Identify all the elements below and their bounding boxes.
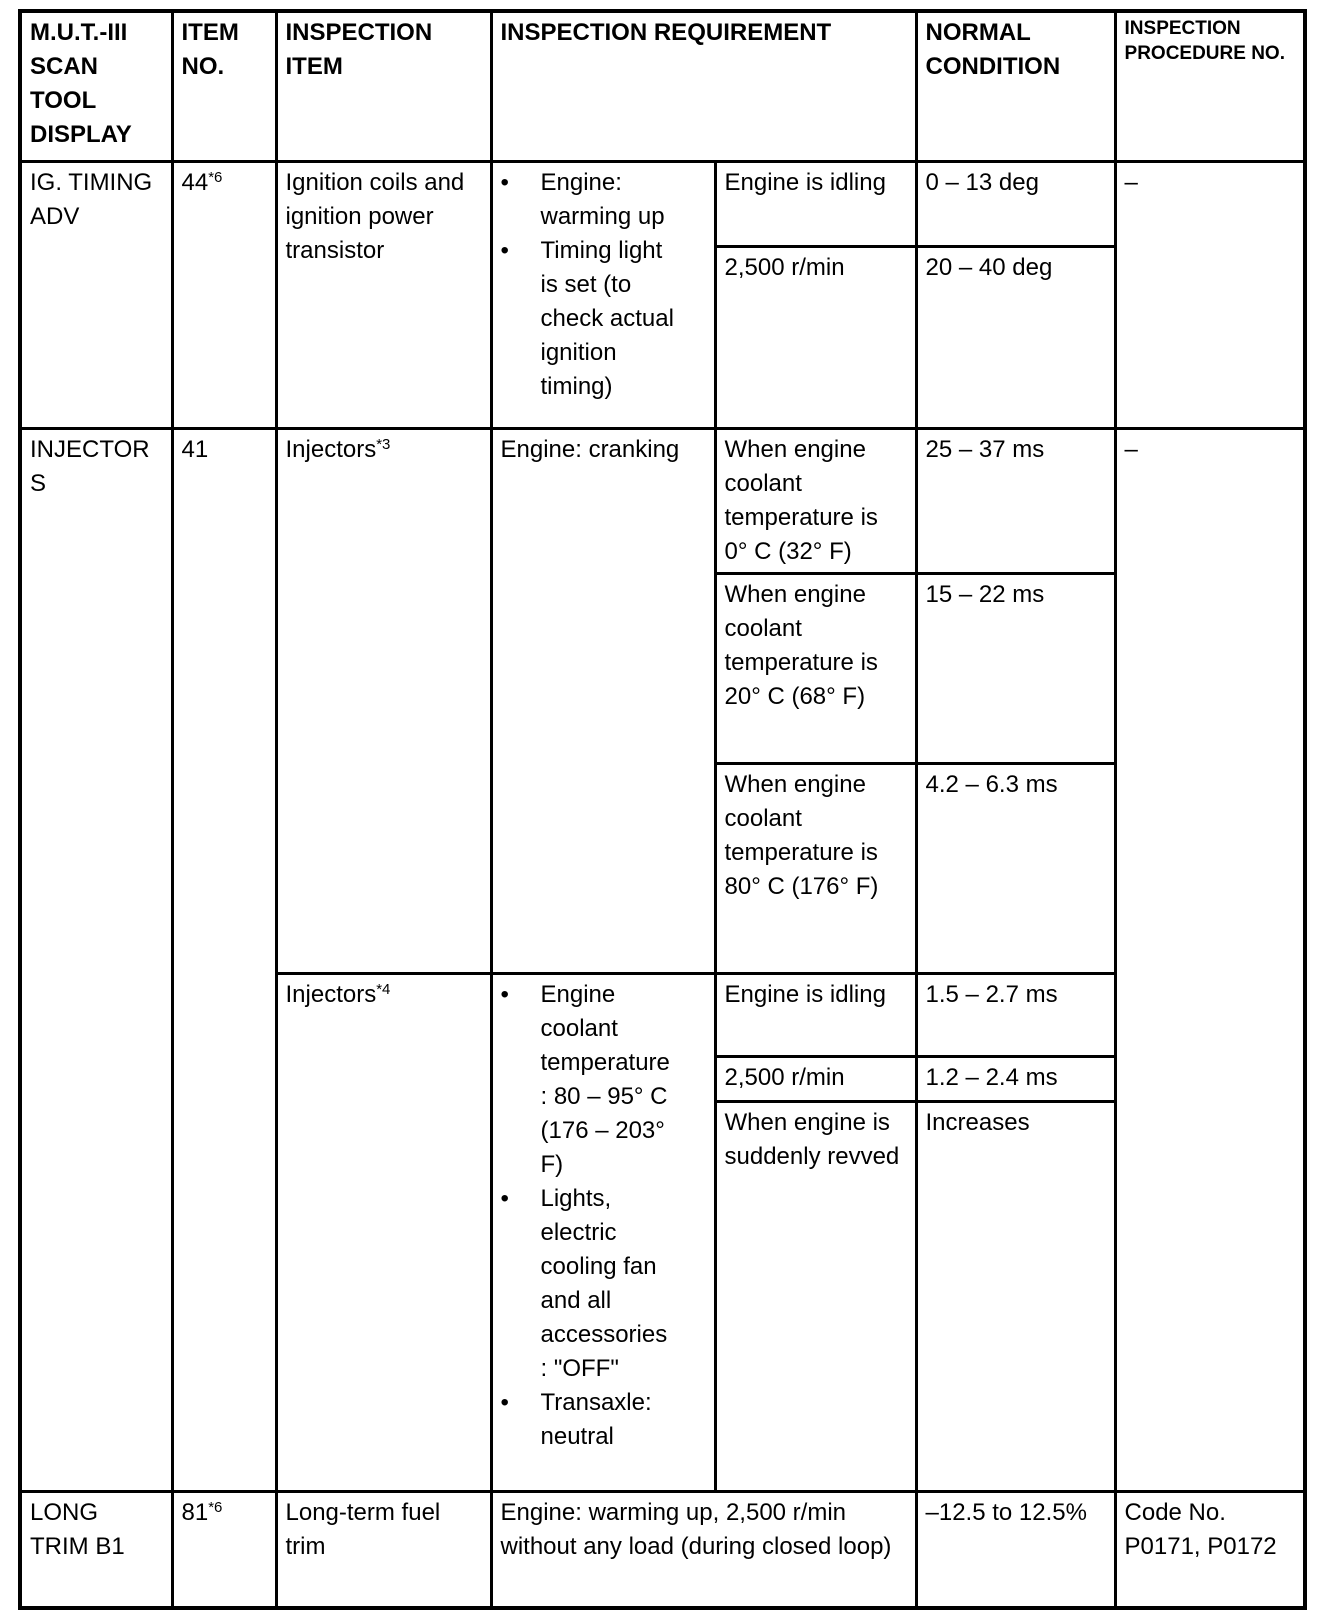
cell-condition-suddenly-revved: When engine is suddenly revved xyxy=(715,1101,916,1491)
requirement-text: Engine coolant temperature : 80 – 95° C (176 – 203° F) xyxy=(540,980,670,1178)
inspection-item-label: Ignition coils and ignition power transistor xyxy=(285,168,465,264)
cell-procedure-code-p0171-p0172: Code No. P0171, P0172 xyxy=(1115,1491,1305,1608)
header-scan-tool-display: M.U.T.-III SCAN TOOL DISPLAY xyxy=(20,11,172,161)
item-no-base: 41 xyxy=(181,435,209,463)
cell-normal-15-22-ms: 15 – 22 ms xyxy=(916,573,1115,763)
row-long-trim-b1 xyxy=(20,1491,1305,1608)
requirement-bullet-item xyxy=(501,1386,706,1454)
header-inspection-item: INSPECTION ITEM xyxy=(276,11,491,161)
bullet-icon: • xyxy=(500,1388,509,1416)
header-inspection-procedure-no: INSPECTION PROCEDURE NO. xyxy=(1115,11,1305,161)
requirement-text: Engine: warming up xyxy=(540,168,665,230)
bullet-icon: • xyxy=(500,236,509,264)
cell-inspection-item-long-term-fuel-trim xyxy=(276,1491,491,1608)
cell-normal-25-37-ms: 25 – 37 ms xyxy=(916,428,1115,573)
cell-normal-1-2-2-4-ms: 1.2 – 2.4 ms xyxy=(916,1056,1115,1101)
bullet-icon: • xyxy=(500,1184,509,1212)
cell-normal-0-13-deg: 0 – 13 deg xyxy=(916,161,1115,246)
requirement-bullet-item xyxy=(501,1182,706,1386)
header-row xyxy=(20,11,1305,161)
requirement-text: Lights, electric cooling fan and all accessories : "OFF" xyxy=(540,1184,668,1382)
cell-normal-1-5-2-7-ms: 1.5 – 2.7 ms xyxy=(916,973,1115,1056)
cell-requirement-long-trim: Engine: warming up, 2,500 r/min without any load (during closed loop) xyxy=(491,1491,916,1608)
requirement-bullet-item xyxy=(501,978,706,1182)
cell-procedure-no-dash: – xyxy=(1115,161,1305,428)
header-item-no: ITEM NO. xyxy=(172,11,276,161)
requirement-bullet-item xyxy=(501,166,706,234)
inspection-item-label: Long-term fuel trim xyxy=(285,1498,441,1560)
row-ig-timing-idling xyxy=(20,161,1305,246)
cell-condition-coolant-80c: When engine coolant temperature is 80° C (176° F) xyxy=(715,763,916,973)
row-injectors-coolant-0c xyxy=(20,428,1305,573)
cell-condition-engine-idling: Engine is idling xyxy=(715,973,916,1056)
cell-condition-2500-rmin: 2,500 r/min xyxy=(715,246,916,428)
cell-condition-engine-idling: Engine is idling xyxy=(715,161,916,246)
header-normal-condition: NORMAL CONDITION xyxy=(916,11,1115,161)
item-no-base: 44 xyxy=(181,168,209,196)
cell-procedure-no-dash: – xyxy=(1115,428,1305,1491)
cell-display-long-trim-b1: LONG TRIM B1 xyxy=(20,1491,172,1608)
cell-inspection-item-injectors-4 xyxy=(276,973,491,1491)
bullet-icon: • xyxy=(500,980,509,1008)
inspection-item-label: Injectors xyxy=(285,980,377,1008)
inspection-item-label: Injectors xyxy=(285,435,377,463)
cell-requirement-ig-timing xyxy=(491,161,715,428)
bullet-icon: • xyxy=(500,168,509,196)
cell-display-ig-timing: IG. TIMING ADV xyxy=(20,161,172,428)
requirement-text: Timing light is set (to check actual ignition timing) xyxy=(540,236,674,400)
cell-requirement-injectors-4 xyxy=(491,973,715,1491)
requirement-bullet-item xyxy=(501,234,706,404)
cell-normal-12-5-percent: –12.5 to 12.5% xyxy=(916,1491,1115,1608)
cell-requirement-engine-cranking: Engine: cranking xyxy=(491,428,715,973)
cell-inspection-item-injectors-3 xyxy=(276,428,491,973)
footnote-marker: *3 xyxy=(376,435,391,453)
cell-normal-20-40-deg: 20 – 40 deg xyxy=(916,246,1115,428)
cell-item-no-81 xyxy=(172,1491,276,1608)
cell-normal-4-2-6-3-ms: 4.2 – 6.3 ms xyxy=(916,763,1115,973)
header-inspection-requirement: INSPECTION REQUIREMENT xyxy=(491,11,916,161)
footnote-marker: *6 xyxy=(208,168,223,186)
cell-condition-2500-rmin: 2,500 r/min xyxy=(715,1056,916,1101)
cell-condition-coolant-20c: When engine coolant temperature is 20° C (68° F) xyxy=(715,573,916,763)
cell-item-no-41 xyxy=(172,428,276,1491)
item-no-base: 81 xyxy=(181,1498,209,1526)
footnote-marker: *6 xyxy=(208,1498,223,1516)
cell-display-injectors: INJECTORS xyxy=(20,428,172,1491)
cell-inspection-item-ignition-coils xyxy=(276,161,491,428)
cell-condition-coolant-0c: When engine coolant temperature is 0° C (32° F) xyxy=(715,428,916,573)
footnote-marker: *4 xyxy=(376,980,391,998)
scan-tool-data-table xyxy=(18,9,1307,1610)
cell-item-no-44 xyxy=(172,161,276,428)
requirement-text: Transaxle: neutral xyxy=(540,1388,652,1450)
cell-normal-increases: Increases xyxy=(916,1101,1115,1491)
